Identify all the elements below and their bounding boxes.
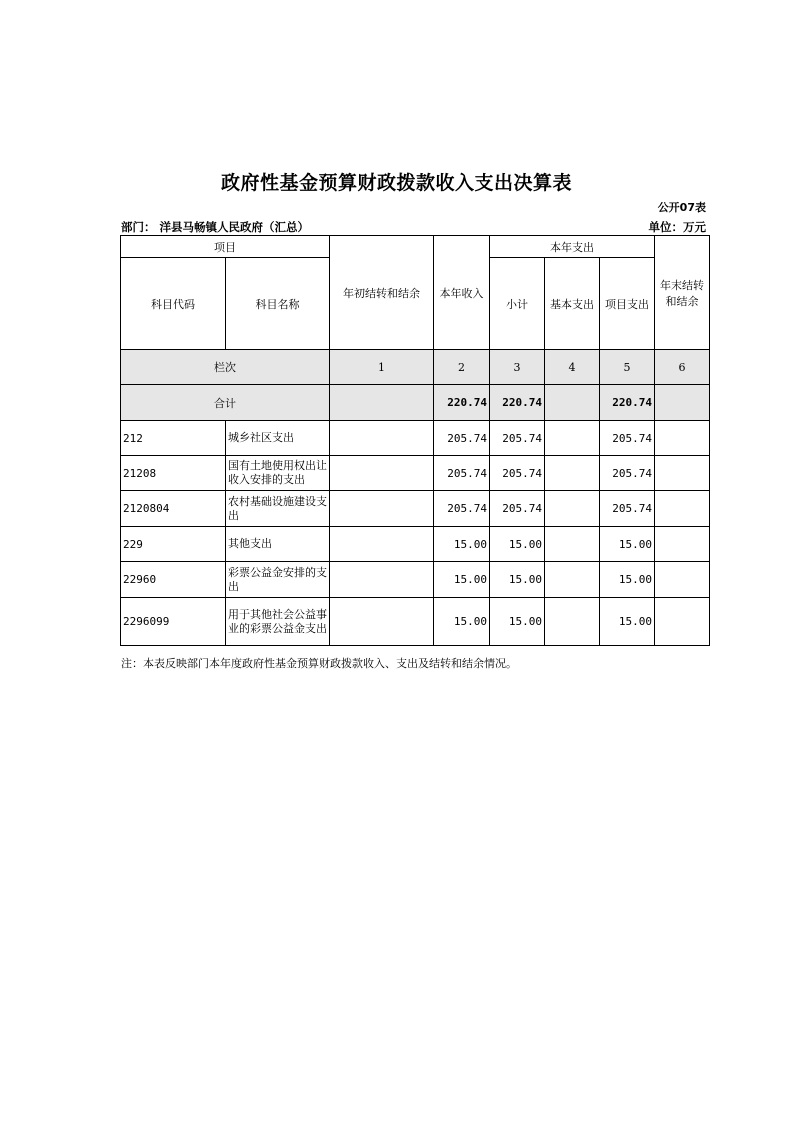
header-project-exp: 项目支出 xyxy=(600,258,655,350)
row-basic xyxy=(545,598,600,646)
row-subtotal: 15.00 xyxy=(490,598,545,646)
total-begin-balance xyxy=(330,385,434,421)
row-basic xyxy=(545,527,600,562)
row-end-balance xyxy=(655,562,710,598)
row-begin-balance xyxy=(330,456,434,491)
row-begin-balance xyxy=(330,491,434,527)
row-basic xyxy=(545,491,600,527)
row-subtotal: 205.74 xyxy=(490,421,545,456)
row-project-exp: 205.74 xyxy=(600,491,655,527)
row-basic xyxy=(545,421,600,456)
row-income: 15.00 xyxy=(434,527,490,562)
table-row xyxy=(121,491,710,527)
header-row-1 xyxy=(121,236,710,258)
header-expense-group: 本年支出 xyxy=(490,236,655,258)
table-row xyxy=(121,598,710,646)
total-project-exp: 220.74 xyxy=(600,385,655,421)
row-project-exp: 15.00 xyxy=(600,598,655,646)
department-label: 部门： 洋县马畅镇人民政府（汇总） xyxy=(121,220,310,234)
column-index-cell: 6 xyxy=(655,350,710,385)
row-income: 205.74 xyxy=(434,456,490,491)
row-subtotal: 205.74 xyxy=(490,456,545,491)
row-end-balance xyxy=(655,456,710,491)
table-row xyxy=(121,527,710,562)
header-end-balance: 年末结转和结余 xyxy=(655,236,710,350)
total-end-balance xyxy=(655,385,710,421)
row-project-exp: 205.74 xyxy=(600,421,655,456)
row-subtotal: 205.74 xyxy=(490,491,545,527)
row-code: 21208 xyxy=(121,456,226,491)
row-name: 城乡社区支出 xyxy=(226,421,330,456)
column-index-row xyxy=(121,350,710,385)
row-name: 农村基础设施建设支出 xyxy=(226,491,330,527)
header-begin-balance: 年初结转和结余 xyxy=(330,236,434,350)
column-index-cell: 5 xyxy=(600,350,655,385)
row-begin-balance xyxy=(330,562,434,598)
column-index-cell: 4 xyxy=(545,350,600,385)
row-code: 2120804 xyxy=(121,491,226,527)
row-subtotal: 15.00 xyxy=(490,562,545,598)
row-project-exp: 15.00 xyxy=(600,562,655,598)
row-basic xyxy=(545,456,600,491)
header-income: 本年收入 xyxy=(434,236,490,350)
header-subtotal: 小计 xyxy=(490,258,545,350)
row-name: 彩票公益金安排的支出 xyxy=(226,562,330,598)
header-code: 科目代码 xyxy=(121,258,226,350)
row-name: 国有土地使用权出让收入安排的支出 xyxy=(226,456,330,491)
row-begin-balance xyxy=(330,598,434,646)
footnote: 注：本表反映部门本年度政府性基金预算财政拨款收入、支出及结转和结余情况。 xyxy=(121,657,517,670)
column-index-cell: 1 xyxy=(330,350,434,385)
row-subtotal: 15.00 xyxy=(490,527,545,562)
column-index-label: 栏次 xyxy=(121,350,330,385)
total-label: 合计 xyxy=(121,385,330,421)
unit-label: 单位：万元 xyxy=(648,220,706,234)
row-project-exp: 15.00 xyxy=(600,527,655,562)
table-row xyxy=(121,456,710,491)
row-code: 22960 xyxy=(121,562,226,598)
row-code: 229 xyxy=(121,527,226,562)
header-project: 项目 xyxy=(121,236,330,258)
header-basic: 基本支出 xyxy=(545,258,600,350)
row-project-exp: 205.74 xyxy=(600,456,655,491)
row-income: 205.74 xyxy=(434,421,490,456)
row-end-balance xyxy=(655,527,710,562)
row-basic xyxy=(545,562,600,598)
total-income: 220.74 xyxy=(434,385,490,421)
budget-table xyxy=(120,235,710,646)
row-income: 205.74 xyxy=(434,491,490,527)
total-row xyxy=(121,385,710,421)
row-end-balance xyxy=(655,598,710,646)
row-begin-balance xyxy=(330,421,434,456)
total-basic xyxy=(545,385,600,421)
column-index-cell: 3 xyxy=(490,350,545,385)
table-row xyxy=(121,421,710,456)
row-end-balance xyxy=(655,491,710,527)
total-subtotal: 220.74 xyxy=(490,385,545,421)
row-income: 15.00 xyxy=(434,562,490,598)
row-end-balance xyxy=(655,421,710,456)
row-code: 212 xyxy=(121,421,226,456)
row-income: 15.00 xyxy=(434,598,490,646)
page-title: 政府性基金预算财政拨款收入支出决算表 xyxy=(220,172,572,194)
row-name: 其他支出 xyxy=(226,527,330,562)
row-begin-balance xyxy=(330,527,434,562)
row-name: 用于其他社会公益事业的彩票公益金支出 xyxy=(226,598,330,646)
header-name: 科目名称 xyxy=(226,258,330,350)
row-code: 2296099 xyxy=(121,598,226,646)
table-row xyxy=(121,562,710,598)
form-number: 公开07表 xyxy=(657,201,706,214)
column-index-cell: 2 xyxy=(434,350,490,385)
